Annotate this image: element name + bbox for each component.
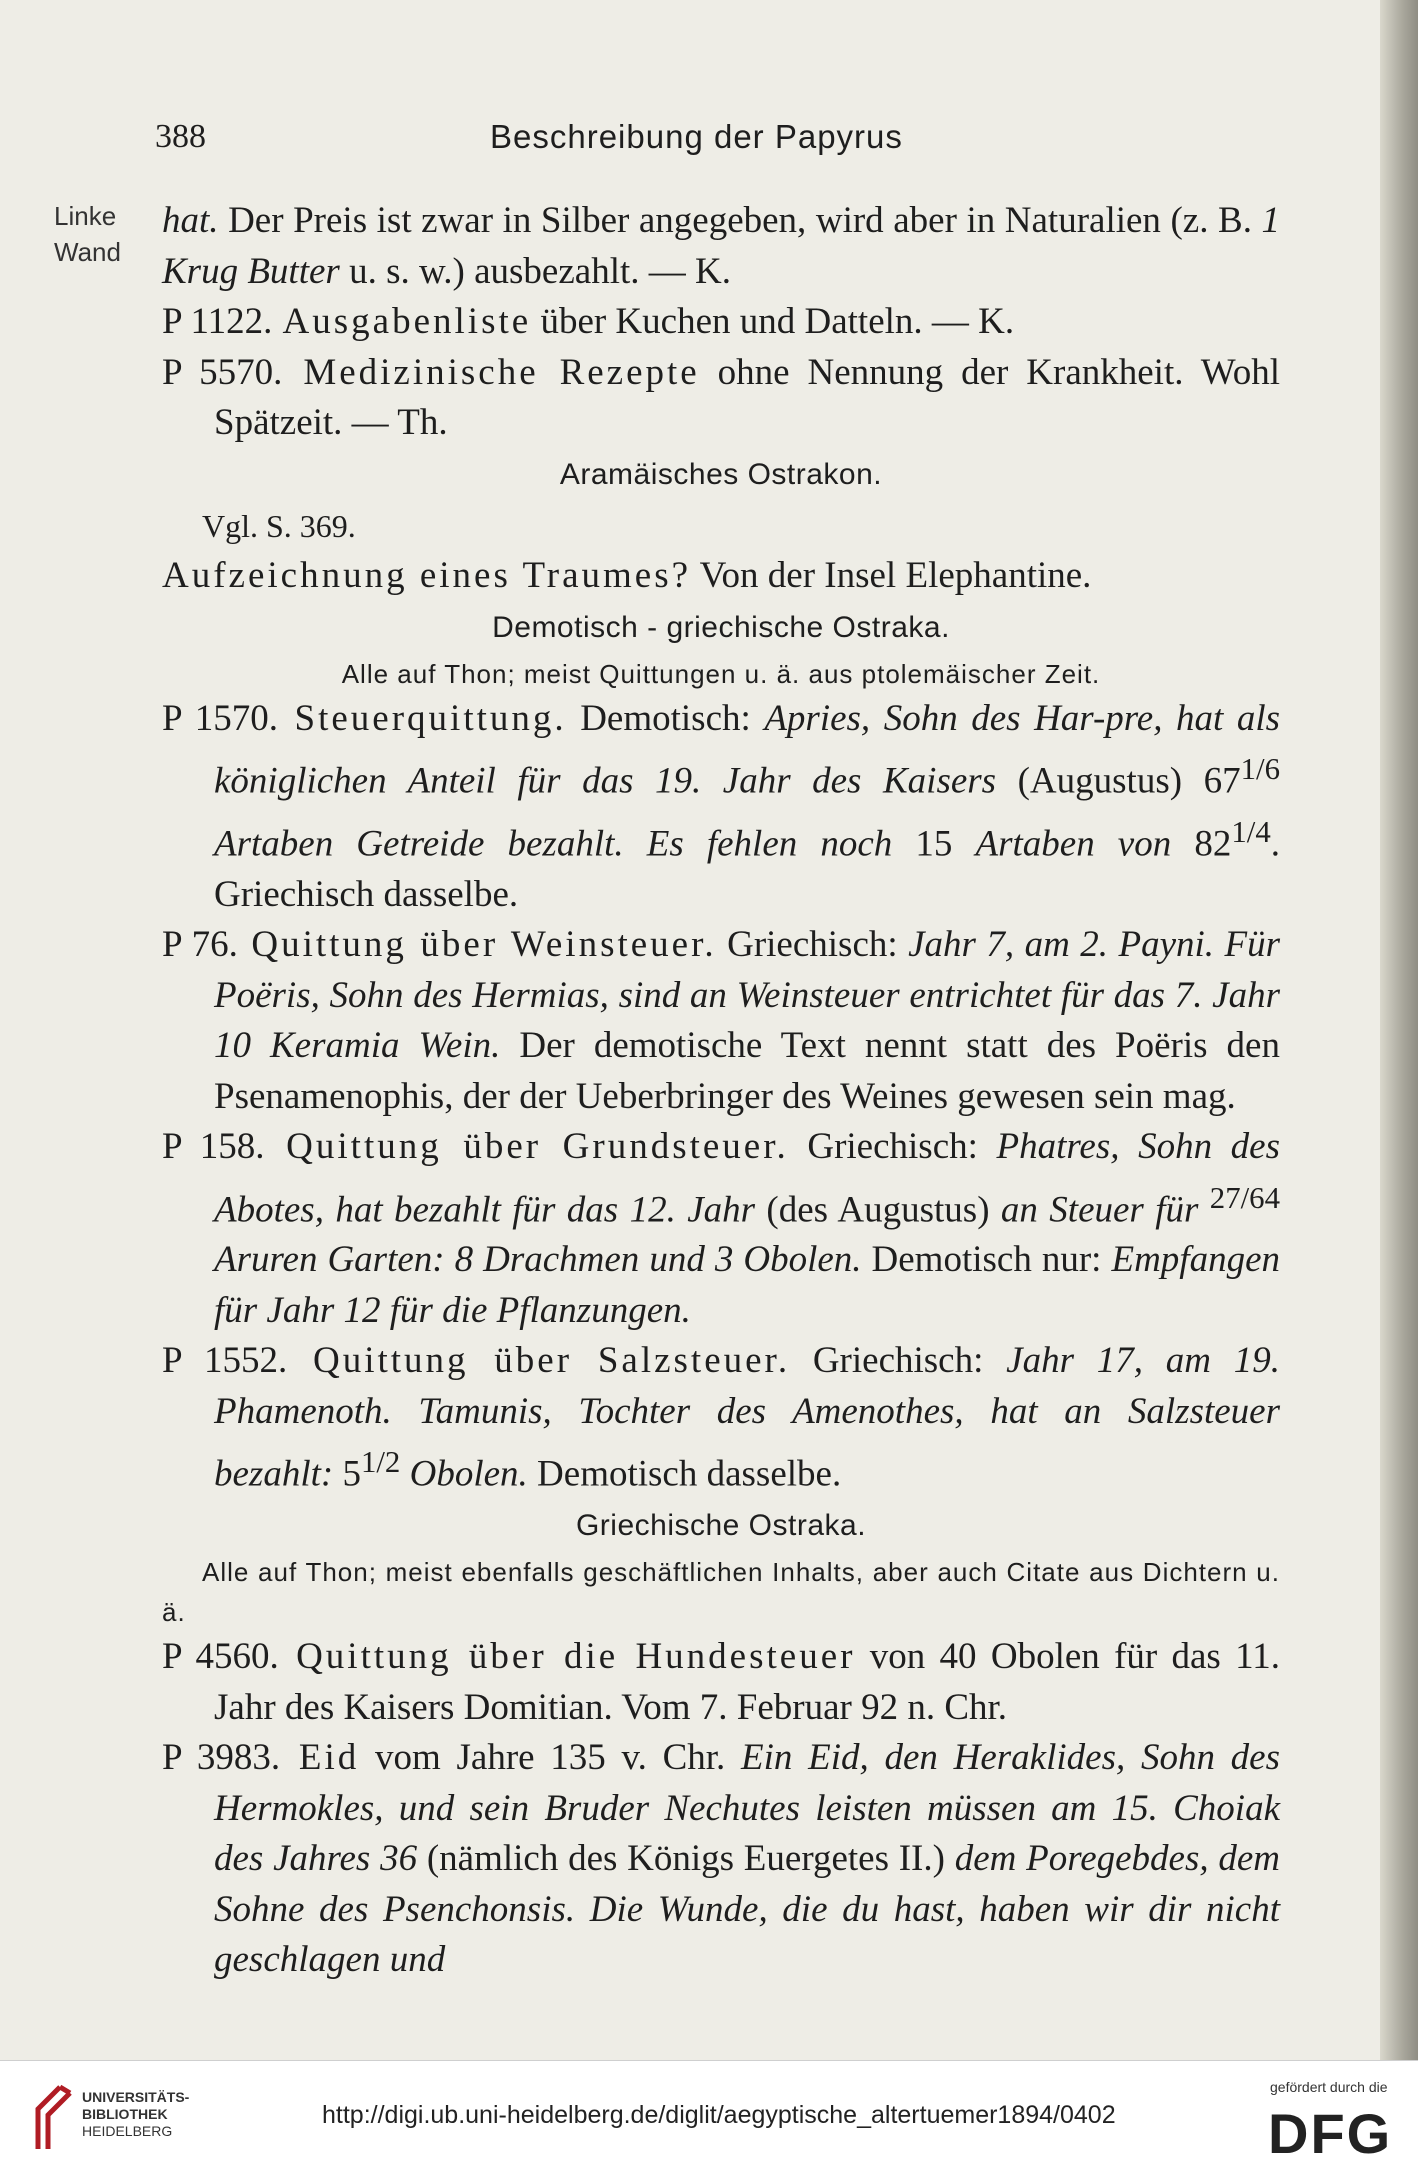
library-logo-icon — [30, 2083, 76, 2153]
catalog-entry: P 1122. Ausgabenliste über Kuchen und Datteln. — K. — [162, 301, 1015, 342]
permalink-url[interactable]: http://digi.ub.uni-heidelberg.de/diglit/aegyptische_altertuemer1894/0402 — [322, 2101, 1116, 2129]
catalog-entry: P 1570. Steuerquittung. Demotisch: Apries, Sohn des Har-pre, hat als königlichen Anteil für das 19. Jahr des Kaisers (Augustus) $67^{1/6}$ Artaben Getreide bezahlt. Es fehlen noch 15 Artaben von $82^{1/4}$. Griechisch dasselbe. — [162, 697, 1280, 915]
cross-reference: Vgl. S. 369. — [202, 507, 356, 544]
catalog-entry: P 158. Quittung über Grundsteuer. Griechisch: Phatres, Sohn des Abotes, hat bezahlt für das 12. Jahr (des Augustus) an Steuer für $^{27/64}$ Aruren Garten: 8 Drachmen und 3 Obolen. Demotisch nur: Empfangen für Jahr 12 für die Pflanzungen. — [162, 1126, 1281, 1331]
section-heading: Griechische Ostraka. — [575, 1509, 867, 1543]
page-edge-shadow — [1380, 0, 1418, 2060]
page-number: 388 — [155, 118, 206, 155]
section-heading: Demotisch - griechische Ostraka. — [492, 610, 950, 644]
section-note: Alle auf Thon; meist Quittungen u. ä. aus ptolemäischer Zeit. — [341, 658, 1101, 689]
catalog-entry: Aufzeichnung eines Traumes? Von der Insel Elephantine. — [162, 555, 1092, 596]
catalog-entry: P 76. Quittung über Weinsteuer. Griechisch: Jahr 7, am 2. Payni. Für Poëris, Sohn des Hermias, sind an Weinsteuer entrichtet für das 7. Jahr 10 Keramia Wein. Der demotische Text nennt statt des Poëris den Psenamenophis, der der Ueberbringer des Weines gewesen sein mag. — [162, 924, 1280, 1117]
catalog-entry: P 1552. Quittung über Salzsteuer. Griechisch: Jahr 17, am 19. Phamenoth. Tamunis, Tochter des Amenothes, hat an Salzsteuer bezahlt: $5^{1/2}$ Obolen. Demotisch dasselbe. — [162, 1340, 1280, 1495]
section-heading: Aramäisches Ostrakon. — [559, 457, 883, 491]
body-text — [162, 196, 1280, 1986]
catalog-entry: P 4560. Quittung über die Hundesteuer von 40 Obolen für das 11. Jahr des Kaisers Domitian. Vom 7. Februar 92 n. Chr. — [162, 1636, 1280, 1728]
funded-by-label: gefördert durch die — [1270, 2079, 1388, 2095]
catalog-entry: P 3983. Eid vom Jahre 135 v. Chr. Ein Eid, den Heraklides, Sohn des Hermokles, und sein Bruder Nechutes leisten müssen am 15. Choiak des Jahres 36 (nämlich des Königs Euergetes II.) dem Poregebdes, dem Sohne des Psenchonsis. Die Wunde, die du hast, haben wir dir nicht geschlagen und — [162, 1737, 1281, 1981]
catalog-entry: P 5570. Medizinische Rezepte ohne Nennung der Krankheit. Wohl Spätzeit. — Th. — [162, 351, 1280, 443]
dfg-logo: DFG — [1268, 2102, 1393, 2165]
section-note: Alle auf Thon; meist ebenfalls geschäftlichen Inhalts, aber auch Citate aus Dichtern u. ä. — [162, 1557, 1280, 1628]
margin-note — [54, 198, 164, 270]
running-header — [150, 118, 1280, 166]
running-title: Beschreibung der Papyrus — [490, 118, 903, 155]
margin-note-line: Linke — [54, 201, 117, 231]
margin-note-line: Wand — [54, 237, 121, 267]
entry-continuation: hat. Der Preis ist zwar in Silber angegeben, wird aber in Naturalien (z. B. 1 Krug Butter u. s. w.) ausbezahlt. — K. — [162, 200, 1280, 292]
library-name: UNIVERSITÄTS- BIBLIOTHEK HEIDELBERG — [82, 2089, 190, 2139]
viewer-footer — [0, 2060, 1418, 2177]
